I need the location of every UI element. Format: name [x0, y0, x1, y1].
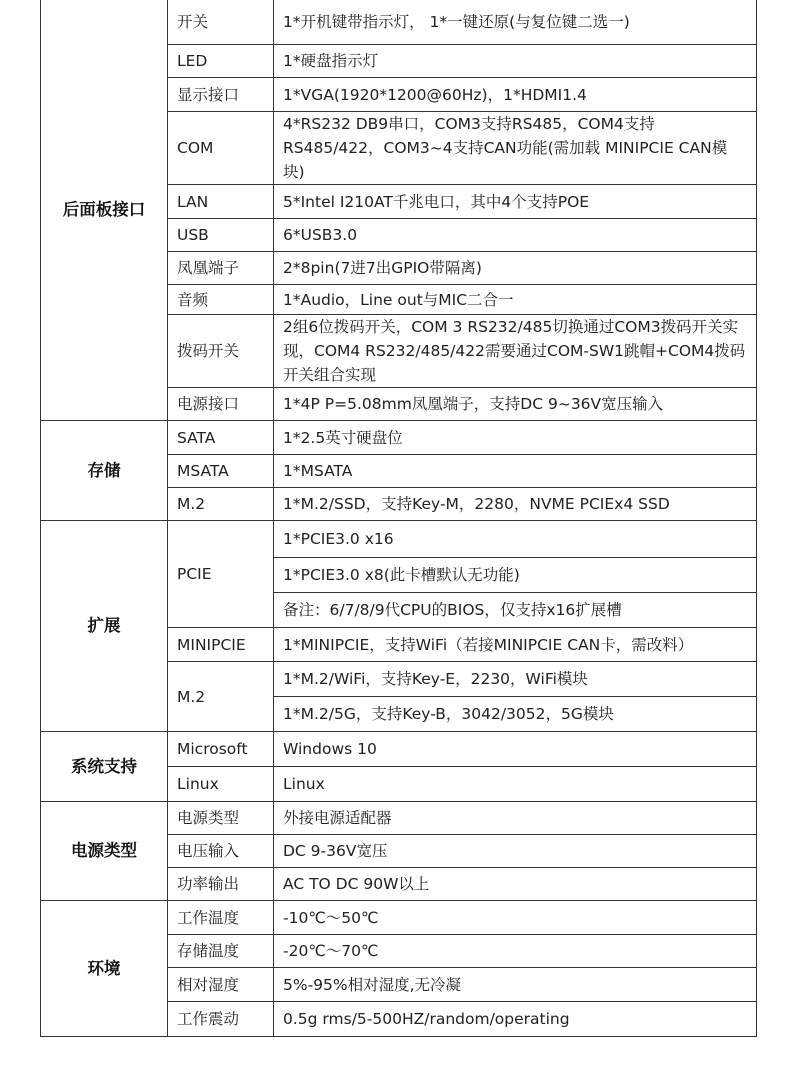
value-cell: 1*MINIPCIE，支持WiFi（若接MINIPCIE CAN卡，需改料） — [274, 628, 757, 662]
value-cell: 备注：6/7/8/9代CPU的BIOS，仅支持x16扩展槽 — [274, 593, 757, 628]
table-row — [41, 0, 757, 45]
value-cell: AC TO DC 90W以上 — [274, 868, 757, 901]
label-cell: USB — [168, 219, 274, 252]
value-cell: 5%-95%相对湿度,无冷凝 — [274, 968, 757, 1002]
label-cell: LAN — [168, 185, 274, 219]
spec-table — [40, 0, 757, 1037]
value-cell: 1*2.5英寸硬盘位 — [274, 421, 757, 455]
label-cell: PCIE — [168, 521, 274, 628]
table-row — [41, 802, 757, 835]
table-row — [41, 732, 757, 767]
category-cell: 存储 — [41, 421, 168, 521]
label-cell: MSATA — [168, 455, 274, 488]
value-cell: 2组6位拨码开关，COM 3 RS232/485切换通过COM3拨码开关实现，COM4 RS232/485/422需要通过COM-SW1跳帽+COM4拨码开关组合实现 — [274, 315, 757, 388]
label-cell: 开关 — [168, 0, 274, 45]
label-cell: 电源类型 — [168, 802, 274, 835]
value-cell: 1*Audio，Line out与MIC二合一 — [274, 285, 757, 315]
label-cell: 功率输出 — [168, 868, 274, 901]
category-cell: 系统支持 — [41, 732, 168, 802]
value-cell: Windows 10 — [274, 732, 757, 767]
value-cell: -20℃～70℃ — [274, 935, 757, 968]
label-cell: LED — [168, 45, 274, 78]
category-cell: 环境 — [41, 901, 168, 1037]
value-cell: 5*Intel I210AT千兆电口，其中4个支持POE — [274, 185, 757, 219]
value-cell: 1*MSATA — [274, 455, 757, 488]
category-cell: 后面板接口 — [41, 0, 168, 421]
label-cell: COM — [168, 112, 274, 185]
value-cell: 0.5g rms/5-500HZ/random/operating — [274, 1002, 757, 1037]
label-cell: M.2 — [168, 662, 274, 732]
label-cell: M.2 — [168, 488, 274, 521]
value-cell: 1*硬盘指示灯 — [274, 45, 757, 78]
value-cell: 1*M.2/SSD，支持Key-M，2280，NVME PCIEx4 SSD — [274, 488, 757, 521]
value-cell: 1*M.2/WiFi，支持Key-E，2230，WiFi模块 — [274, 662, 757, 697]
value-cell: 4*RS232 DB9串口，COM3支持RS485，COM4支持RS485/422，COM3~4支持CAN功能(需加载 MINIPCIE CAN模块) — [274, 112, 757, 185]
table-row — [41, 421, 757, 455]
table-row — [41, 521, 757, 558]
label-cell: 凤凰端子 — [168, 252, 274, 285]
label-cell: MINIPCIE — [168, 628, 274, 662]
value-cell: 6*USB3.0 — [274, 219, 757, 252]
value-cell: 1*M.2/5G，支持Key-B，3042/3052，5G模块 — [274, 697, 757, 732]
value-cell: 1*PCIE3.0 x16 — [274, 521, 757, 558]
label-cell: 音频 — [168, 285, 274, 315]
value-cell: -10℃～50℃ — [274, 901, 757, 935]
value-cell: 1*4P P=5.08mm凤凰端子，支持DC 9~36V宽压输入 — [274, 388, 757, 421]
label-cell: Linux — [168, 767, 274, 802]
value-cell: Linux — [274, 767, 757, 802]
value-cell: 1*VGA(1920*1200@60Hz)，1*HDMI1.4 — [274, 78, 757, 112]
label-cell: 电压输入 — [168, 835, 274, 868]
label-cell: Microsoft — [168, 732, 274, 767]
value-cell: 1*开机键带指示灯， 1*一键还原(与复位键二选一) — [274, 0, 757, 45]
spec-table-body — [41, 0, 757, 1037]
label-cell: 显示接口 — [168, 78, 274, 112]
label-cell: 工作震动 — [168, 1002, 274, 1037]
value-cell: 外接电源适配器 — [274, 802, 757, 835]
label-cell: SATA — [168, 421, 274, 455]
label-cell: 存储温度 — [168, 935, 274, 968]
category-cell: 扩展 — [41, 521, 168, 732]
value-cell: DC 9-36V宽压 — [274, 835, 757, 868]
label-cell: 工作温度 — [168, 901, 274, 935]
label-cell: 拨码开关 — [168, 315, 274, 388]
label-cell: 相对湿度 — [168, 968, 274, 1002]
label-cell: 电源接口 — [168, 388, 274, 421]
value-cell: 2*8pin(7进7出GPIO带隔离) — [274, 252, 757, 285]
table-row — [41, 901, 757, 935]
value-cell: 1*PCIE3.0 x8(此卡槽默认无功能) — [274, 558, 757, 593]
category-cell: 电源类型 — [41, 802, 168, 901]
